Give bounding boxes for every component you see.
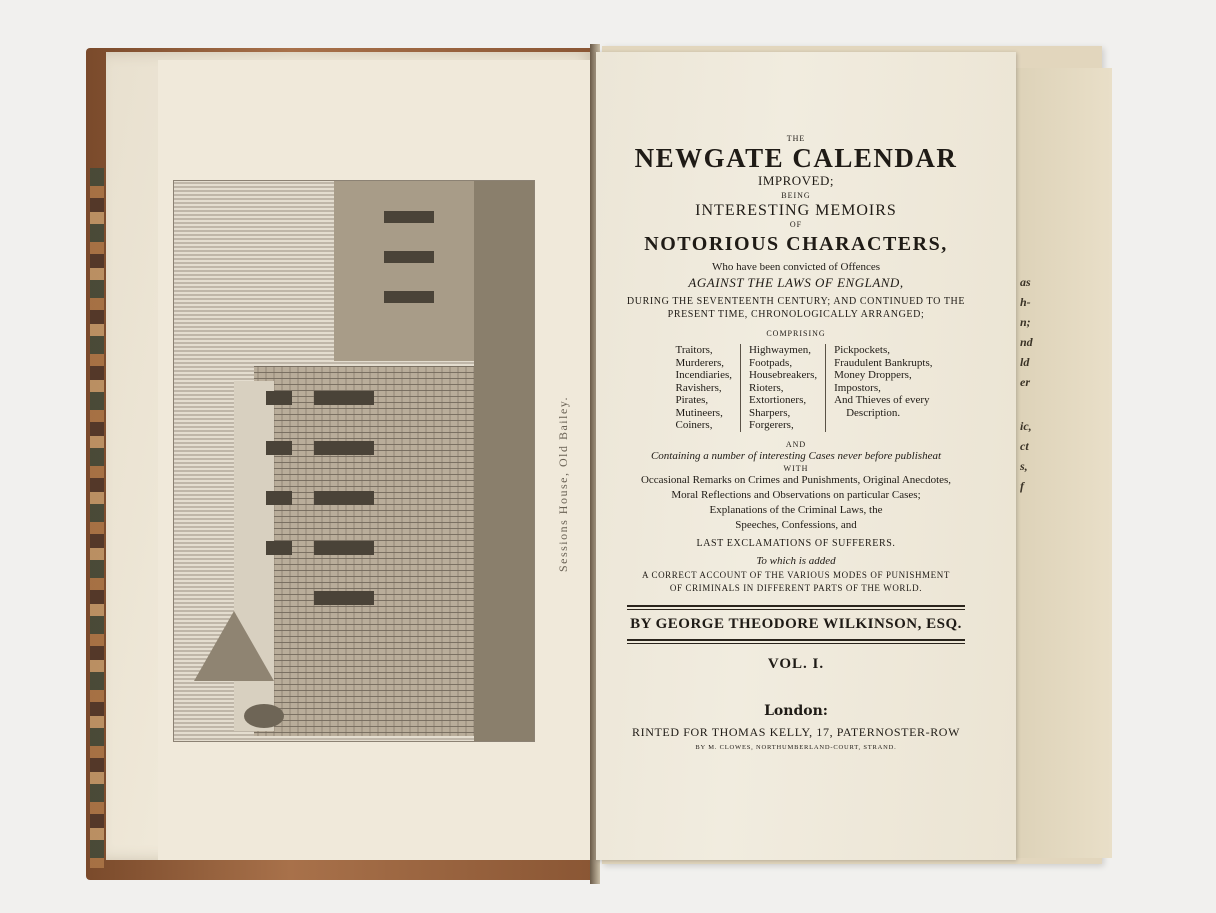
title-with: WITH [783, 463, 809, 473]
offence-item: Murderers, [675, 356, 725, 369]
title-comprising: COMPRISING [766, 329, 826, 338]
open-book [86, 44, 1116, 884]
offence-item: Ravishers, [675, 381, 722, 394]
offence-item: Description. [846, 406, 901, 419]
offence-column-2 [740, 344, 825, 432]
offence-item: Traitors, [675, 344, 713, 356]
offence-column-3 [825, 344, 940, 432]
imprint-printer: RINTED FOR THOMAS KELLY, 17, PATERNOSTER-ROW [632, 724, 960, 739]
offence-item: Highwaymen, [748, 344, 811, 356]
offence-item: Forgerers, [748, 419, 794, 431]
rule-bottom [627, 639, 965, 644]
title-the: THE [786, 134, 806, 143]
bleed-line: nd [1020, 335, 1033, 349]
title-convicted: Who have been convicted of Offences [711, 261, 881, 273]
bleed-line: h- [1020, 295, 1031, 309]
title-remarks: Occasional Remarks on Crimes and Punishments, Original Anecdotes, [640, 473, 952, 486]
offence-item: Impostors, [834, 381, 881, 394]
bleed-line: as [1020, 275, 1031, 289]
offence-item: Coiners, [675, 419, 713, 431]
bleed-line: s, [1020, 459, 1028, 473]
book-title: NEWGATE CALENDAR [634, 143, 958, 173]
title-correct: A CORRECT ACCOUNT OF THE VARIOUS MODES OF PUNISHMENT [642, 569, 950, 580]
title-moral: Moral Reflections and Observations on particular Cases; [671, 488, 921, 501]
title-added: To which is added [756, 554, 836, 567]
offence-item: Footpads, [748, 356, 793, 369]
frontispiece-engraving [173, 180, 535, 742]
title-speeches: Speeches, Confessions, and [735, 518, 857, 531]
offence-item: Money Droppers, [834, 369, 912, 381]
offence-item: Incendiaries, [675, 369, 732, 381]
marbled-edge [90, 168, 104, 868]
offence-item: Sharpers, [748, 406, 791, 419]
offence-item: Extortioners, [748, 394, 807, 406]
volume: VOL. I. [767, 655, 825, 672]
bleed-line: er [1020, 375, 1030, 389]
title-against: AGAINST THE LAWS OF ENGLAND, [688, 275, 904, 290]
author: BY GEORGE THEODORE WILKINSON, ESQ. [630, 615, 962, 632]
title-present: PRESENT TIME, CHRONOLOGICALLY ARRANGED; [667, 309, 925, 320]
bleed-line: ct [1020, 439, 1029, 453]
offence-item: Housebreakers, [748, 369, 818, 381]
imprint-clowes: BY M. CLOWES, NORTHUMBERLAND-COURT, STRAND. [695, 743, 897, 751]
offence-item: Pickpockets, [834, 344, 891, 356]
rule-top [627, 605, 965, 610]
title-explanations: Explanations of the Criminal Laws, the [709, 503, 883, 516]
offence-item: Fraudulent Bankrupts, [834, 356, 933, 369]
offence-item: Mutineers, [675, 406, 723, 419]
plate-caption: Sessions House, Old Bailey. [556, 395, 570, 573]
title-last: LAST EXCLAMATIONS OF SUFFERERS. [696, 537, 896, 549]
title-text-block [596, 134, 996, 751]
offence-item: And Thieves of every [834, 394, 930, 406]
bleed-line: n; [1020, 315, 1031, 329]
street [474, 181, 534, 741]
title-criminals: OF CRIMINALS IN DIFFERENT PARTS OF THE WORLD. [669, 582, 923, 593]
title-improved: IMPROVED; [757, 173, 834, 188]
offence-item: Pirates, [675, 394, 709, 406]
title-and: AND [785, 439, 807, 449]
title-of: OF [789, 220, 803, 229]
title-during: DURING THE SEVENTEENTH CENTURY; AND CONTINUED TO THE [626, 296, 966, 307]
bleed-line: ld [1020, 355, 1030, 369]
offence-item: Rioters, [748, 381, 784, 394]
imprint-city: London: [764, 702, 828, 719]
bleed-through-text [1020, 272, 1060, 496]
offence-list [612, 344, 996, 432]
offence-column-1 [667, 344, 740, 432]
engraving-illustration [174, 181, 534, 741]
dome [244, 704, 284, 728]
title-being: BEING [781, 191, 811, 200]
bleed-line: ic, [1020, 419, 1032, 433]
bleed-line: f [1020, 479, 1024, 493]
title-containing: Containing a number of interesting Cases never before publisheat [650, 449, 942, 462]
title-memoirs: INTERESTING MEMOIRS [695, 202, 897, 219]
title-characters: NOTORIOUS CHARACTERS, [644, 233, 948, 255]
